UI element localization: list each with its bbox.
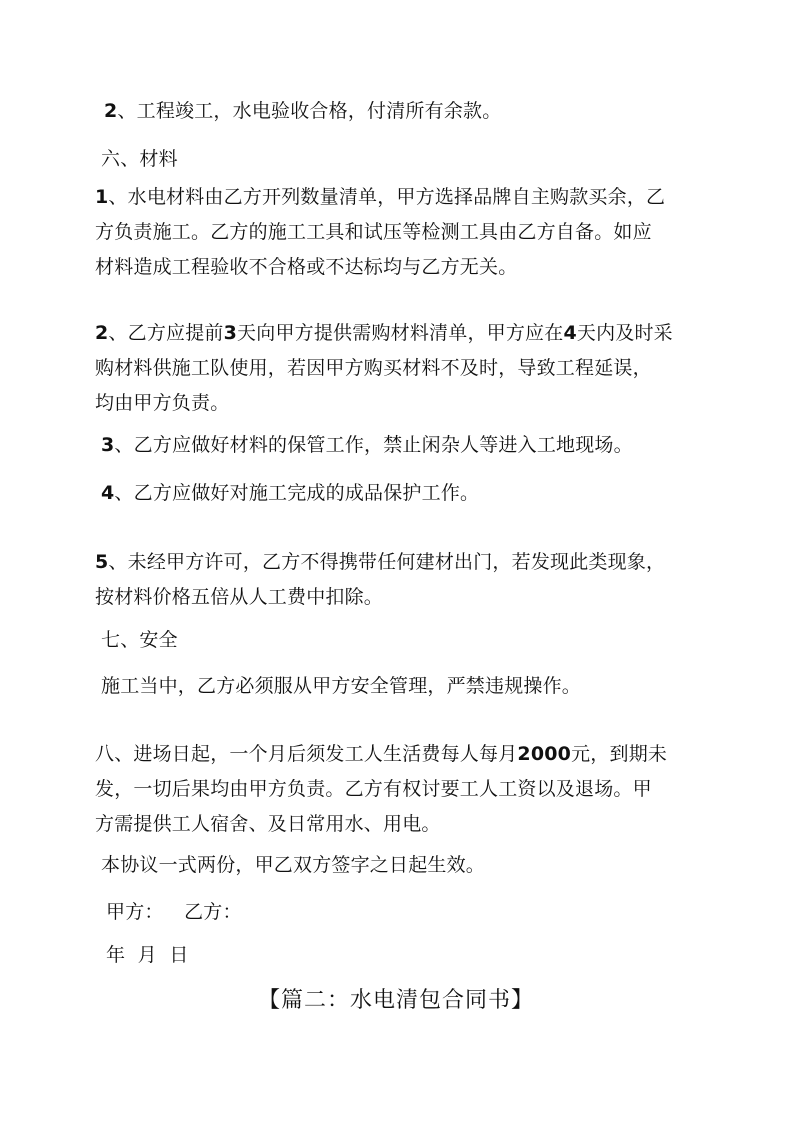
materials-item-4: 4、乙方应做好对施工完成的成品保护工作。 xyxy=(101,482,480,504)
party-b-label: 乙方： xyxy=(184,901,242,923)
materials-item-2: 2、乙方应提前3天向甲方提供需购材料清单，甲方应在4天内及时采 购材料供施工队使用，若因甲方购买材料不及时，导致工程延误， 均由甲方负责。 xyxy=(95,322,673,414)
materials-item-3: 3、乙方应做好材料的保管工作，禁止闲杂人等进入工地现场。 xyxy=(101,434,633,456)
payment-item-2: 2、工程竣工，水电验收合格，付清所有余款。 xyxy=(104,100,502,122)
agreement-effective-text: 本协议一式两份，甲乙双方签字之日起生效。 xyxy=(101,854,486,876)
signature-line xyxy=(106,899,242,925)
section-8-living-expenses: 八、进场日起，一个月后须发工人生活费每人每月2000元，到期未 发，一切后果均由甲方负责。乙方有权讨要工人工资以及退场。甲 方需提供工人宿舍、及日常用水、用电。 xyxy=(95,743,668,835)
date-line: 年 月 日 xyxy=(106,944,189,966)
materials-item-1: 1、水电材料由乙方开列数量清单，甲方选择品牌自主购款买余，乙 方负责施工。乙方的施工工具和试压等检测工具由乙方自备。如应 材料造成工程验收不合格或不达标均与乙方无关。 xyxy=(95,186,666,278)
section-heading-safety: 七、安全 xyxy=(101,629,178,651)
next-contract-title: 【篇二：水电清包合同书】 xyxy=(258,988,535,1013)
materials-item-5: 5、未经甲方许可，乙方不得携带任何建材出门，若发现此类现象， 按材料价格五倍从人工费中扣除。 xyxy=(95,551,666,608)
safety-text: 施工当中，乙方必须服从甲方安全管理，严禁违规操作。 xyxy=(101,675,582,697)
section-heading-materials: 六、材料 xyxy=(101,148,178,170)
party-a-label: 甲方： xyxy=(106,901,164,923)
